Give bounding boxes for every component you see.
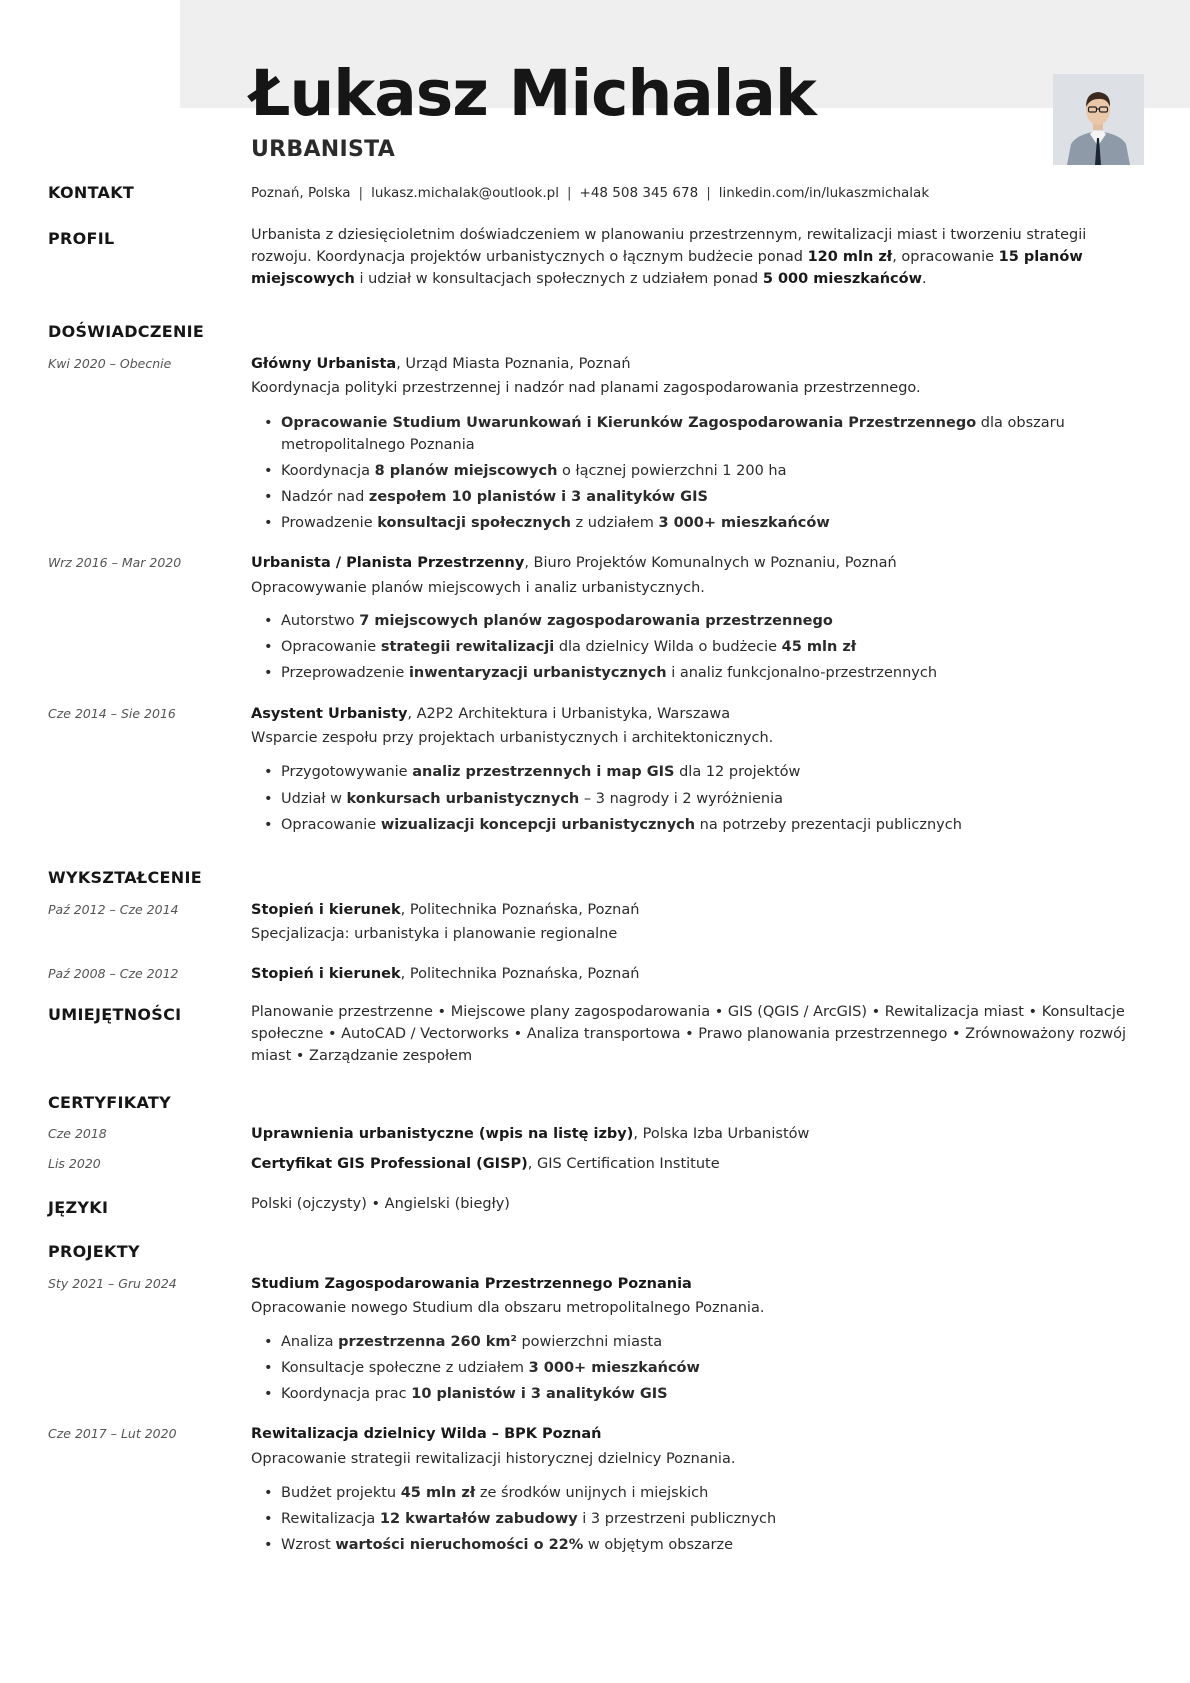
- contact-line: [251, 185, 929, 201]
- certificate-issuer: , GIS Certification Institute: [527, 1156, 720, 1172]
- project-bullet: • Analiza przestrzenna 260 km² powierzchni miasta: [264, 1334, 663, 1350]
- certificate-name: Uprawnienia urbanistyczne (wpis na listę izby): [251, 1126, 634, 1142]
- job-title: URBANISTA: [251, 137, 396, 162]
- job-dates: Cze 2014 – Sie 2016: [48, 706, 176, 721]
- project-title: Studium Zagospodarowania Przestrzennego Poznania: [251, 1276, 692, 1292]
- job-bullet: • Opracowanie wizualizacji koncepcji urbanistycznych na potrzeby prezentacji publicznych: [264, 817, 962, 833]
- job-summary: Wsparcie zespołu przy projektach urbanistycznych i architektonicznych.: [251, 730, 774, 746]
- profile-text: Urbanista z dziesięcioletnim doświadczeniem w planowaniu przestrzennym, rewitalizacji miast i tworzeniu strategii rozwoju. Koordynacja projektów urbanistycznych o łącznym budżecie ponad 120 mln zł, opracowanie 15 planów miejscowych i udział w konsultacjach społecznych z udziałem ponad 5 000 mieszkańców.: [251, 227, 1087, 287]
- project-dates: Sty 2021 – Gru 2024: [48, 1276, 177, 1291]
- job-role: Asystent Urbanisty: [251, 706, 408, 722]
- experience-section-label: DOŚWIADCZENIE: [48, 322, 205, 341]
- job-bullet: • Przeprowadzenie inwentaryzacji urbanistycznych i analiz funkcjonalno-przestrzennych: [264, 665, 938, 681]
- projects-section-label: PROJEKTY: [48, 1242, 140, 1261]
- job-org: , Biuro Projektów Komunalnych w Poznaniu, Poznań: [524, 555, 897, 571]
- job-org: , Urząd Miasta Poznania, Poznań: [396, 356, 631, 372]
- job-dates: Wrz 2016 – Mar 2020: [48, 555, 182, 570]
- certificate-date: Cze 2018: [48, 1126, 107, 1141]
- project-bullet: • Budżet projektu 45 mln zł ze środków unijnych i miejskich: [264, 1485, 709, 1501]
- certificate-name: Certyfikat GIS Professional (GISP): [251, 1156, 528, 1172]
- education-section-label: WYKSZTAŁCENIE: [48, 868, 202, 887]
- contact-linkedin[interactable]: linkedin.com/in/lukaszmichalak: [718, 185, 930, 201]
- project-bullet: • Konsultacje społeczne z udziałem 3 000+ mieszkańców: [264, 1360, 700, 1376]
- job-org: , A2P2 Architektura i Urbanistyka, Warszawa: [407, 706, 731, 722]
- job-heading: [251, 353, 1146, 375]
- education-note: Specjalizacja: urbanistyka i planowanie regionalne: [251, 926, 618, 942]
- certificates-section-label: CERTYFIKATY: [48, 1093, 171, 1112]
- job-summary: Opracowywanie planów miejscowych i analiz urbanistycznych.: [251, 580, 705, 596]
- contact-separator: |: [706, 185, 711, 201]
- project-bullet: • Koordynacja prac 10 planistów i 3 analityków GIS: [264, 1386, 668, 1402]
- job-dates: Kwi 2020 – Obecnie: [48, 356, 172, 371]
- job-summary: Koordynacja polityki przestrzennej i nadzór nad planami zagospodarowania przestrzennego.: [251, 380, 921, 396]
- contact-separator: |: [358, 185, 364, 201]
- education-degree: Stopień i kierunek: [251, 902, 401, 918]
- job-heading: [251, 552, 1146, 574]
- certificate-issuer: , Polska Izba Urbanistów: [633, 1126, 810, 1142]
- profile-photo: [1053, 74, 1144, 165]
- project-title: Rewitalizacja dzielnicy Wilda – BPK Poznań: [251, 1426, 602, 1442]
- certificate-date: Lis 2020: [48, 1156, 101, 1171]
- project-summary: Opracowanie strategii rewitalizacji historycznej dzielnicy Poznania.: [251, 1451, 736, 1467]
- education-dates: Paź 2008 – Cze 2012: [48, 966, 179, 981]
- education-school: , Politechnika Poznańska, Poznań: [400, 902, 640, 918]
- certificate-item: [251, 1153, 1146, 1175]
- project-bullet: • Wzrost wartości nieruchomości o 22% w objętym obszarze: [264, 1537, 734, 1553]
- contact-location: Poznań, Polska: [251, 185, 351, 201]
- job-bullet: • Autorstwo 7 miejscowych planów zagospodarowania przestrzennego: [264, 613, 833, 629]
- job-bullet: • Koordynacja 8 planów miejscowych o łącznej powierzchni 1 200 ha: [264, 463, 787, 479]
- job-heading: [251, 703, 1146, 725]
- job-role: Główny Urbanista: [251, 356, 397, 372]
- languages-section-label: JĘZYKI: [48, 1198, 109, 1217]
- education-degree: Stopień i kierunek: [251, 966, 401, 982]
- contact-section-label: KONTAKT: [48, 183, 135, 202]
- languages-text: Polski (ojczysty) • Angielski (biegły): [251, 1196, 510, 1212]
- job-bullet: • Opracowanie Studium Uwarunkowań i Kierunków Zagospodarowania Przestrzennego dla obszaru metropolitalnego Poznania: [264, 415, 1065, 453]
- skills-text: Planowanie przestrzenne • Miejscowe plany zagospodarowania • GIS (QGIS / ArcGIS) • Rewitalizacja miast • Konsultacje społeczne • AutoCAD / Vectorworks • Analiza transportowa • Prawo planowania przestrzennego • Zrównoważony rozwój miast • Zarządzanie zespołem: [251, 1004, 1127, 1064]
- job-bullet: • Przygotowywanie analiz przestrzennych i map GIS dla 12 projektów: [264, 764, 801, 780]
- skills-section-label: UMIEJĘTNOŚCI: [48, 1005, 182, 1024]
- education-heading: [251, 899, 1146, 921]
- job-bullet: • Opracowanie strategii rewitalizacji dla dzielnicy Wilda o budżecie 45 mln zł: [264, 639, 857, 655]
- project-bullet: • Rewitalizacja 12 kwartałów zabudowy i 3 przestrzeni publicznych: [264, 1511, 777, 1527]
- education-school: , Politechnika Poznańska, Poznań: [400, 966, 640, 982]
- job-bullet: • Prowadzenie konsultacji społecznych z udziałem 3 000+ mieszkańców: [264, 515, 830, 531]
- job-bullet: • Nadzór nad zespołem 10 planistów i 3 analityków GIS: [264, 489, 708, 505]
- candidate-name: Łukasz Michalak: [250, 57, 816, 130]
- job-bullet: • Udział w konkursach urbanistycznych – 3 nagrody i 2 wyróżnienia: [264, 791, 784, 807]
- profile-section-label: PROFIL: [48, 229, 115, 248]
- contact-separator: |: [566, 185, 572, 201]
- job-role: Urbanista / Planista Przestrzenny: [251, 555, 525, 571]
- education-heading: [251, 963, 1146, 985]
- contact-email[interactable]: lukasz.michalak@outlook.pl: [371, 185, 559, 201]
- certificate-item: [251, 1123, 1146, 1145]
- contact-phone[interactable]: +48 508 345 678: [579, 185, 699, 201]
- portrait-image: [1053, 74, 1144, 165]
- project-summary: Opracowanie nowego Studium dla obszaru metropolitalnego Poznania.: [251, 1300, 765, 1316]
- project-dates: Cze 2017 – Lut 2020: [48, 1426, 177, 1441]
- education-dates: Paź 2012 – Cze 2014: [48, 902, 179, 917]
